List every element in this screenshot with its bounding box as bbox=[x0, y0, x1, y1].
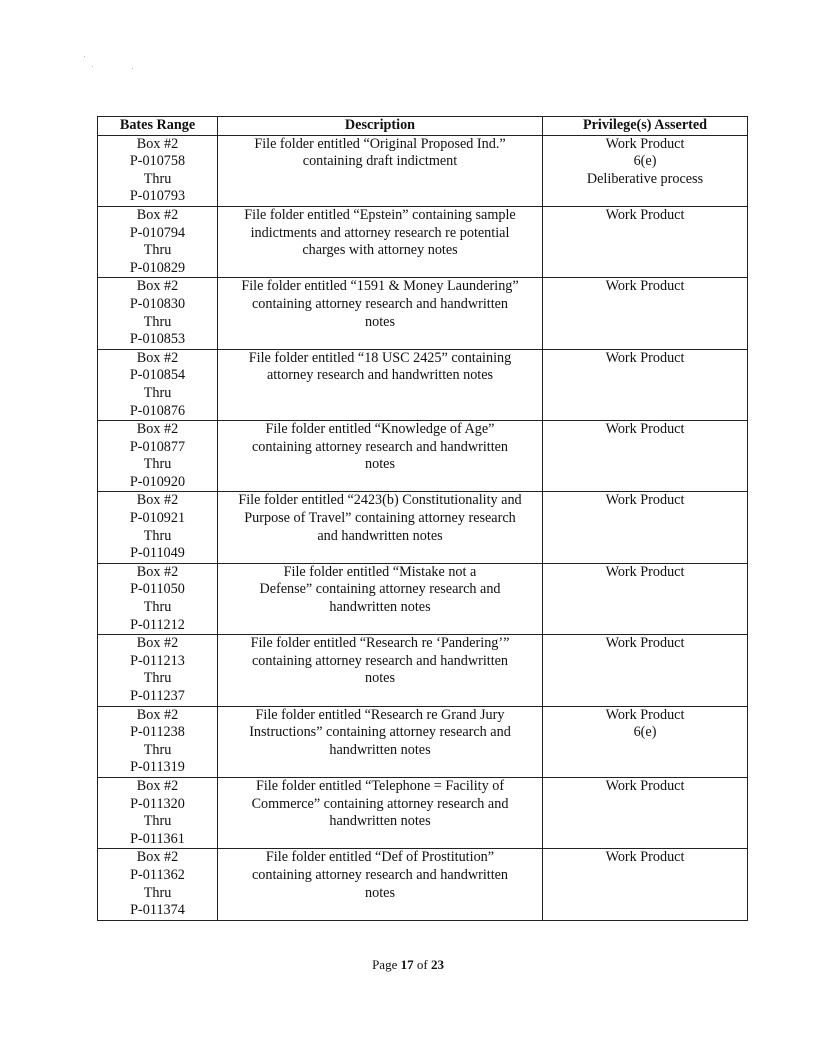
bates-range-line: P-011212 bbox=[130, 616, 185, 633]
bates-range-line: Box #2 bbox=[136, 421, 179, 438]
bates-range-cell bbox=[98, 563, 218, 634]
bates-range-line: P-011319 bbox=[130, 759, 185, 776]
privilege-cell bbox=[543, 278, 748, 349]
description-line: Purpose of Travel” containing attorney research bbox=[244, 510, 516, 527]
description-line: File folder entitled “2423(b) Constitutionality and bbox=[238, 492, 522, 509]
bates-range-line: Thru bbox=[143, 384, 172, 401]
bates-range-line: P-011238 bbox=[130, 724, 185, 741]
bates-range-cell bbox=[98, 135, 218, 206]
privilege-cell bbox=[543, 849, 748, 920]
bates-range-cell bbox=[98, 349, 218, 420]
description-line: File folder entitled “Telephone = Facility of bbox=[255, 777, 505, 794]
description-cell bbox=[218, 135, 543, 206]
table-row bbox=[98, 849, 748, 920]
bates-range-cell bbox=[98, 635, 218, 706]
description-cell bbox=[218, 278, 543, 349]
description-line: handwritten notes bbox=[329, 599, 431, 616]
page-number: 17 bbox=[400, 957, 414, 972]
privilege-log-table bbox=[97, 116, 748, 921]
bates-range-line: P-011362 bbox=[130, 866, 185, 883]
description-cell bbox=[218, 492, 543, 563]
bates-range-line: Thru bbox=[143, 741, 172, 758]
table-row bbox=[98, 206, 748, 277]
table-row bbox=[98, 349, 748, 420]
bates-range-line: P-010793 bbox=[129, 188, 186, 205]
bates-range-line: Thru bbox=[143, 313, 172, 330]
scan-speck bbox=[92, 66, 93, 67]
privilege-cell bbox=[543, 135, 748, 206]
privilege-cell bbox=[543, 206, 748, 277]
table-row bbox=[98, 777, 748, 848]
header-bates-range: Bates Range bbox=[98, 117, 218, 136]
page-total: 23 bbox=[430, 957, 444, 972]
description-line: charges with attorney notes bbox=[302, 242, 458, 259]
table-row bbox=[98, 706, 748, 777]
privilege-line: Work Product bbox=[605, 206, 685, 223]
bates-range-cell bbox=[98, 706, 218, 777]
bates-range-line: Thru bbox=[143, 242, 172, 259]
bates-range-line: Box #2 bbox=[136, 206, 179, 223]
privilege-line: Work Product bbox=[605, 563, 685, 580]
description-cell bbox=[218, 563, 543, 634]
bates-range-line: P-010829 bbox=[129, 259, 186, 276]
description-line: File folder entitled “1591 & Money Laundering” bbox=[241, 278, 519, 295]
privilege-line: Work Product bbox=[605, 849, 685, 866]
description-line: containing attorney research and handwritten bbox=[251, 866, 509, 883]
bates-range-line: Thru bbox=[143, 456, 172, 473]
bates-range-cell bbox=[98, 492, 218, 563]
description-cell bbox=[218, 777, 543, 848]
bates-range-line: P-010876 bbox=[129, 402, 186, 419]
description-line: File folder entitled “Def of Prostitution” bbox=[265, 849, 495, 866]
description-line: File folder entitled “Knowledge of Age” bbox=[265, 421, 495, 438]
bates-range-line: P-010794 bbox=[129, 224, 186, 241]
table-body bbox=[98, 135, 748, 920]
page-label: Page bbox=[372, 957, 401, 972]
description-cell bbox=[218, 349, 543, 420]
bates-range-line: P-011361 bbox=[130, 830, 185, 847]
bates-range-line: P-011049 bbox=[130, 545, 185, 562]
description-line: File folder entitled “Epstein” containing sample bbox=[244, 206, 516, 223]
bates-range-line: P-011213 bbox=[130, 652, 185, 669]
privilege-line: Work Product bbox=[605, 278, 685, 295]
description-line: notes bbox=[365, 313, 395, 330]
privilege-line: 6(e) bbox=[633, 724, 657, 741]
description-cell bbox=[218, 706, 543, 777]
scan-speck bbox=[84, 56, 85, 57]
bates-range-line: P-010853 bbox=[129, 331, 186, 348]
bates-range-line: Thru bbox=[143, 599, 172, 616]
bates-range-line: Box #2 bbox=[136, 849, 179, 866]
description-cell bbox=[218, 635, 543, 706]
table-header-row bbox=[98, 117, 748, 136]
description-line: attorney research and handwritten notes bbox=[266, 367, 494, 384]
bates-range-line: P-010830 bbox=[129, 295, 186, 312]
bates-range-line: P-011374 bbox=[130, 902, 185, 919]
bates-range-line: Box #2 bbox=[136, 492, 179, 509]
description-line: containing attorney research and handwritten bbox=[251, 295, 509, 312]
description-line: Commerce” containing attorney research and bbox=[251, 795, 509, 812]
bates-range-cell bbox=[98, 206, 218, 277]
bates-range-line: P-011050 bbox=[130, 581, 185, 598]
description-line: and handwritten notes bbox=[317, 527, 443, 544]
privilege-line: Work Product bbox=[605, 492, 685, 509]
bates-range-cell bbox=[98, 777, 218, 848]
privilege-cell bbox=[543, 777, 748, 848]
description-line: notes bbox=[365, 456, 395, 473]
bates-range-line: Box #2 bbox=[136, 349, 179, 366]
description-line: containing draft indictment bbox=[302, 153, 458, 170]
description-line: containing attorney research and handwritten bbox=[251, 438, 509, 455]
description-line: File folder entitled “Research re Grand Jury bbox=[255, 706, 505, 723]
bates-range-line: P-010877 bbox=[129, 438, 186, 455]
privilege-cell bbox=[543, 635, 748, 706]
bates-range-line: P-010920 bbox=[129, 473, 186, 490]
bates-range-line: Thru bbox=[143, 670, 172, 687]
bates-range-line: P-010854 bbox=[129, 367, 186, 384]
bates-range-cell bbox=[98, 278, 218, 349]
bates-range-line: Box #2 bbox=[136, 135, 179, 152]
description-line: handwritten notes bbox=[329, 813, 431, 830]
description-line: File folder entitled “Original Proposed Ind.” bbox=[254, 135, 506, 152]
description-line: Defense” containing attorney research and bbox=[259, 581, 501, 598]
table-row bbox=[98, 635, 748, 706]
table-row bbox=[98, 492, 748, 563]
bates-range-line: Box #2 bbox=[136, 563, 179, 580]
description-cell bbox=[218, 206, 543, 277]
table-row bbox=[98, 135, 748, 206]
description-line: notes bbox=[365, 670, 395, 687]
table-row bbox=[98, 421, 748, 492]
privilege-cell bbox=[543, 706, 748, 777]
header-description: Description bbox=[218, 117, 543, 136]
privilege-line: Work Product bbox=[605, 135, 685, 152]
privilege-cell bbox=[543, 349, 748, 420]
bates-range-line: Thru bbox=[143, 170, 172, 187]
bates-range-line: P-011320 bbox=[130, 795, 185, 812]
privilege-line: Work Product bbox=[605, 706, 685, 723]
description-line: File folder entitled “Research re ‘Pandering’” bbox=[250, 635, 510, 652]
bates-range-line: P-010921 bbox=[129, 510, 186, 527]
scan-specks bbox=[78, 52, 138, 72]
bates-range-cell bbox=[98, 421, 218, 492]
bates-range-line: Thru bbox=[143, 527, 172, 544]
privilege-line: Deliberative process bbox=[586, 170, 704, 187]
privilege-line: Work Product bbox=[605, 777, 685, 794]
header-privileges-asserted: Privilege(s) Asserted bbox=[543, 117, 748, 136]
bates-range-line: Box #2 bbox=[136, 706, 179, 723]
description-line: File folder entitled “Mistake not a bbox=[283, 563, 477, 580]
privilege-cell bbox=[543, 563, 748, 634]
description-line: handwritten notes bbox=[329, 741, 431, 758]
description-line: containing attorney research and handwritten bbox=[251, 652, 509, 669]
privilege-line: Work Product bbox=[605, 421, 685, 438]
description-cell bbox=[218, 849, 543, 920]
description-line: Instructions” containing attorney research and bbox=[249, 724, 511, 741]
bates-range-line: Box #2 bbox=[136, 777, 179, 794]
description-line: indictments and attorney research re potential bbox=[250, 224, 510, 241]
bates-range-line: Thru bbox=[143, 813, 172, 830]
privilege-line: Work Product bbox=[605, 349, 685, 366]
privilege-cell bbox=[543, 421, 748, 492]
page-separator: of bbox=[413, 957, 431, 972]
privilege-cell bbox=[543, 492, 748, 563]
bates-range-line: Thru bbox=[143, 884, 172, 901]
table-row bbox=[98, 563, 748, 634]
privilege-line: Work Product bbox=[605, 635, 685, 652]
scan-speck bbox=[132, 68, 133, 69]
table-row bbox=[98, 278, 748, 349]
bates-range-line: P-011237 bbox=[130, 688, 185, 704]
bates-range-line: Box #2 bbox=[136, 635, 179, 652]
bates-range-line: Box #2 bbox=[136, 278, 179, 295]
bates-range-line: P-010758 bbox=[129, 153, 186, 170]
bates-range-cell bbox=[98, 849, 218, 920]
privilege-line: 6(e) bbox=[633, 153, 657, 170]
page-footer bbox=[0, 957, 816, 973]
description-line: notes bbox=[365, 884, 395, 901]
description-cell bbox=[218, 421, 543, 492]
description-line: File folder entitled “18 USC 2425” containing bbox=[248, 349, 512, 366]
